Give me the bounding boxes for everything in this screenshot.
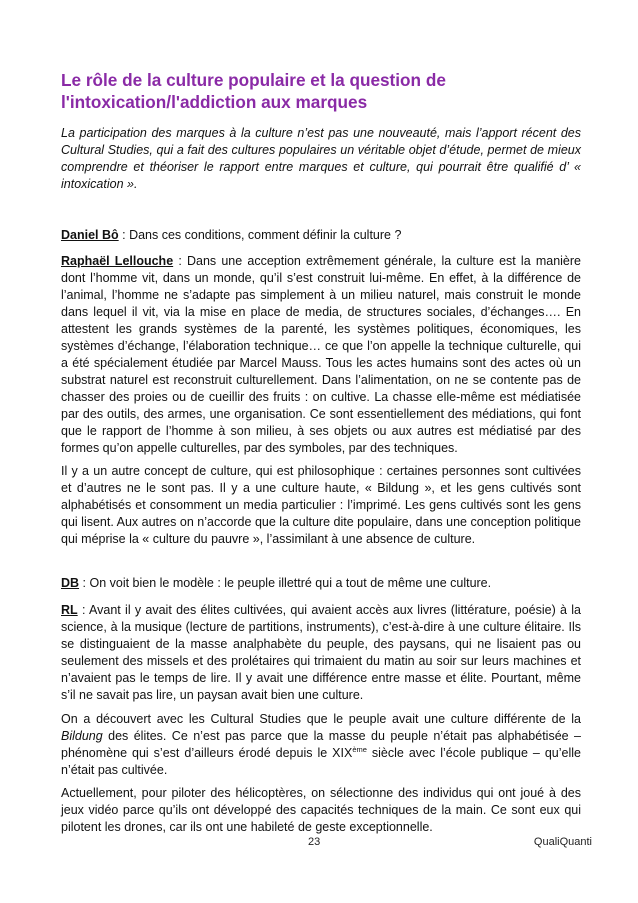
paragraph-text: des élites. Ce n’est pas parce que la masse du peuple n’était pas alphabétisée – phénomène qui s’est d’ailleurs érodé depuis le XIX (61, 729, 581, 760)
paragraph-text: : Dans une acception extrêmement générale, la culture est la manière dont l’homme vit, dans un monde, qu’il s’est construit lui-même. En effet, à la différence de l’animal, l’homme ne s’adapte pas simplement à un milieu naturel, mais construit le monde dans lequel il vit, via la mise en place de media, de structures sociales, d’échanges…. En attestent les grands systèmes de la parenté, les systèmes politiques, économiques, les systèmes d’échange, l’élaboration technique… ce que l’on appelle la technique culturelle, qui a été spécialement étudiée par Marcel Mauss. Tous les actes humains sont des actes où un substrat naturel est reconstruit culturellement. Dans l’alimentation, on ne se contente pas de chasser des proies ou de cueillir des fruits : on cultive. La chasse elle-même est médiatisée par des outils, des armes, une organisation. Ce sont essentiellement des médiations, qui font que le rapport de l’homme à son milieu, à ses objets ou aux autres est médiatisé par des formes qu’on appelle culturelles, par des symboles, par des techniques. (61, 254, 581, 455)
paragraph-text: : Dans ces conditions, comment définir la culture ? (118, 228, 402, 242)
paragraph-text: On a découvert avec les Cultural Studies que le peuple avait une culture différente de la (61, 712, 581, 726)
paragraph-db-model (61, 575, 581, 592)
paragraph-culture-concept: Il y a un autre concept de culture, qui est philosophique : certaines personnes sont cultivées et d’autres ne le sont pas. Il y a une culture haute, « Bildung », et les gens cultivés sont alphabétisés et consomment un media particulier : l’imprimé. Les gens cultivés sont les gens qui lisent. Aux autres on n’accorde que la culture dite populaire, dans une conception politique qui méprise la « culture du pauvre », l’assimilant à une absence de culture. (61, 464, 581, 546)
speaker-name: DB (61, 576, 80, 590)
superscript: ème (352, 744, 367, 754)
paragraph-db-question (61, 227, 581, 244)
paragraph-rl-elites (61, 602, 581, 704)
paragraph-rl-answer (61, 253, 581, 457)
page-title: Le rôle de la culture populaire et la question de l'intoxication/l'addiction aux marques (61, 70, 446, 112)
footer-brand: QualiQuanti (533, 836, 592, 848)
emphasis-bildung: Bildung (61, 729, 103, 743)
intro-paragraph: La participation des marques à la culture n’est pas une nouveauté, mais l’apport récent des Cultural Studies, qui a fait des cultures populaires un véritable objet d’étude, permet de mieux comprendre et théoriser le rapport entre marques et culture, qui pourrait être qualifié d’ « intoxication ». (61, 126, 581, 191)
speaker-name: Raphaël Lellouche (61, 254, 174, 268)
paragraph-text: : Avant il y avait des élites cultivées, qui avaient accès aux livres (littérature, poésie) à la science, à la musique (lecture de partitions, instruments), c’est-à-dire à une culture élitaire. Ils se distinguaient de la masse analphabète du peuple, des paysans, qui ne lisaient pas ou seulement des missels et des prolétaires qui trimaient du matin au soir sur leurs machines et n’avaient pas le temps de lire. Il y avait une différence entre masse et élite. Pourtant, même s’il ne savait pas lire, un paysan avait bien une culture. (61, 603, 581, 702)
speaker-name: RL (61, 603, 78, 617)
paragraph-cultural-studies (61, 711, 581, 779)
paragraph-text: siècle avec l’école publique – qu’elle n’était pas cultivée. (61, 746, 581, 777)
paragraph-text: : On voit bien le modèle : le peuple illettré qui a tout de même une culture. (79, 576, 492, 590)
page-number: 23 (308, 836, 321, 848)
speaker-name: Daniel Bô (61, 228, 119, 242)
paragraph-helicopters: Actuellement, pour piloter des hélicoptères, on sélectionne des individus qui ont joué à des jeux vidéo parce qu’ils ont développé des capacités techniques de la main. Ce sont eux qui pilotent les drones, car ils ont une habileté de geste exceptionnelle. (61, 786, 581, 834)
